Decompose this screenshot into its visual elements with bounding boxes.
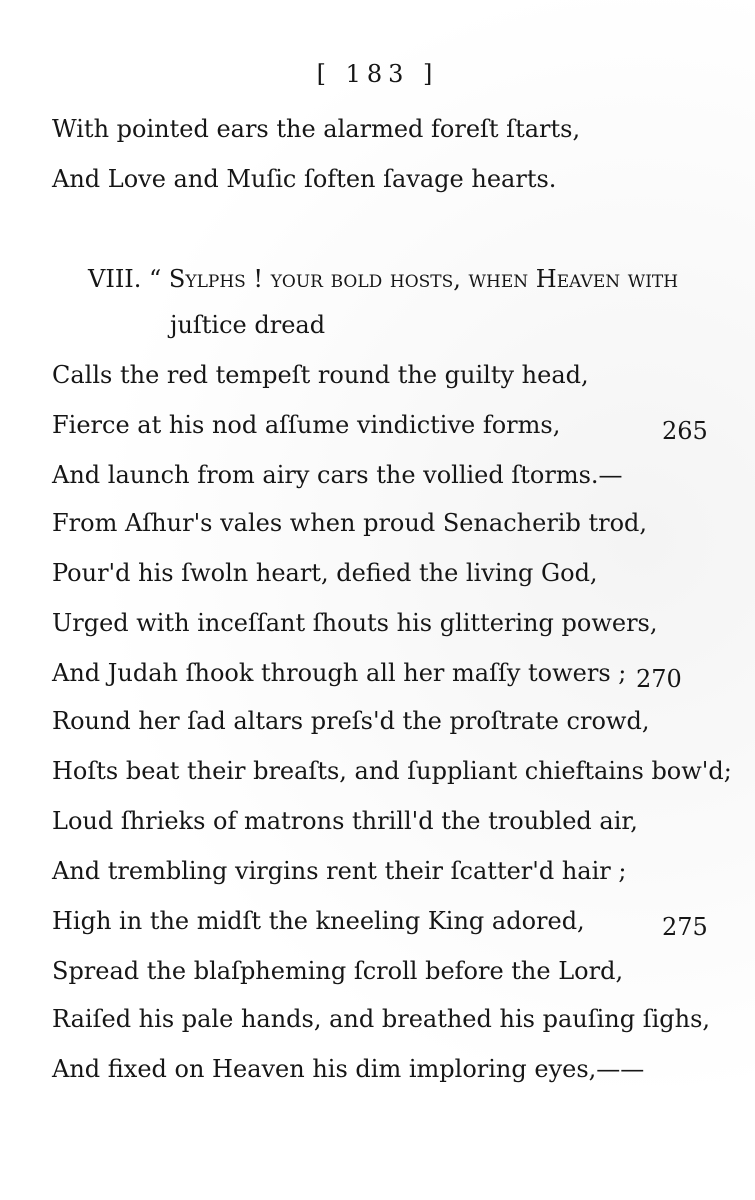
- line-number: 265: [662, 417, 708, 445]
- verse-line: Hoſts beat their breaſts, and ſuppliant chieftains bow'd;: [52, 757, 732, 785]
- verse-line: Urged with inceſſant ſhouts his glittering powers,: [52, 609, 658, 637]
- verse-line: Round her ſad altars preſs'd the proſtrate crowd,: [52, 707, 650, 735]
- verse-line: From Aſhur's vales when proud Senacherib trod,: [52, 509, 648, 537]
- verse-line: Fierce at his nod aſſume vindictive forms,: [52, 411, 561, 439]
- line-number: 270: [636, 665, 682, 693]
- verse-line: And fixed on Heaven his dim imploring eyes,——: [52, 1055, 645, 1083]
- verse-line: Calls the red tempeſt round the guilty head,: [52, 361, 589, 389]
- verse-line: And trembling virgins rent their ſcatter'd hair ;: [52, 857, 627, 885]
- verse-line: And Love and Muſic ſoften ſavage hearts.: [52, 165, 557, 193]
- verse-line: Loud ſhrieks of matrons thrill'd the troubled air,: [52, 807, 638, 835]
- verse-line: And launch from airy cars the vollied ſtorms.—: [52, 461, 623, 489]
- verse-line: Spread the blaſpheming ſcroll before the Lord,: [52, 957, 624, 985]
- verse-line: High in the midſt the kneeling King adored,: [52, 907, 585, 935]
- verse-line: Pour'd his ſwoln heart, defied the living God,: [52, 559, 598, 587]
- line-number: 275: [662, 913, 708, 941]
- verse-line-continuation: juſtice dread: [170, 311, 326, 339]
- verse-line: And Judah ſhook through all her maſſy towers ;: [52, 659, 627, 687]
- stanza-opening-line: VIII. “ Sylphs ! your bold hoſts, when Heaven with: [88, 265, 679, 293]
- page-number: [ 183 ]: [316, 60, 439, 88]
- verse-line: Raiſed his pale hands, and breathed his pauſing ſighs,: [52, 1005, 711, 1033]
- verse-line: With pointed ears the alarmed foreſt ſtarts,: [52, 115, 581, 143]
